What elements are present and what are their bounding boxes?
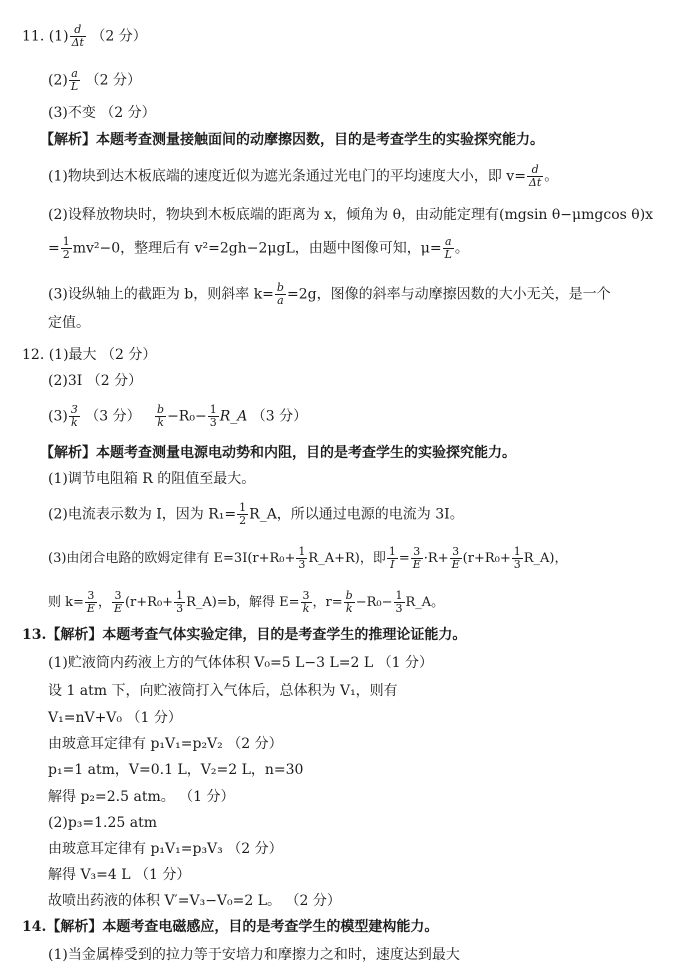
q13-line6: 解得 p₂=2.5 atm。 （1 分） xyxy=(48,789,235,805)
q12-line3: (3) $\frac{3}{k}$ （3 分） $\frac{b}{k}$ −R₀− $\frac{1}{3}$ R_A （3 分） xyxy=(48,403,308,429)
fraction: $\frac{3}{E}$ xyxy=(451,545,460,571)
fraction: $\frac{1}{3}$ xyxy=(298,545,306,571)
fraction: $\frac{d}{\Delta t}$ xyxy=(71,23,84,49)
q13-line9: 解得 V₃=4 L （1 分） xyxy=(48,867,191,883)
q11-line2: (2) $\frac{a}{L}$ （2 分） xyxy=(48,67,141,93)
q13-line1: (1)贮液筒内药液上方的气体体积 V₀=5 L−3 L=2 L （1 分） xyxy=(48,655,433,671)
q13-analysis: 13.【解析】本题考查气体实验定律，目的是考查学生的推理论证能力。 xyxy=(22,627,467,643)
fraction: $\frac{b}{k}$ xyxy=(345,589,353,615)
q11-para3: = $\frac{1}{2}$ mv²−0，整理后有 v²=2gh−2μgL，由题中图像可知，μ= $\frac{a}{L}$ 。 xyxy=(48,235,469,261)
fraction: $\frac{1}{3}$ xyxy=(395,589,403,615)
q11-para5: 定值。 xyxy=(48,315,90,331)
q12-para1: (1)调节电阻箱 R 的阻值至最大。 xyxy=(48,471,256,487)
fraction: $\frac{b}{k}$ xyxy=(157,403,165,429)
q14-analysis: 14.【解析】本题考查电磁感应，目的是考查学生的模型建构能力。 xyxy=(22,919,439,935)
fraction: $\frac{b}{a}$ xyxy=(276,281,284,307)
q12-line2: (2)3I （2 分） xyxy=(48,373,143,389)
q12-para4: 则 k= $\frac{3}{E}$ ， $\frac{3}{E}$ (r+R₀+ $\frac{1}{3}$ R_A)=b，解得 E= $\frac{3}{k}$ ，r= $\frac{b}{k}$ −R₀− $\frac{1}{3}$ R_A。 xyxy=(48,589,445,615)
q14-line1: (1)当金属棒受到的拉力等于安培力和摩擦力之和时，速度达到最大 xyxy=(48,947,460,963)
q13-line10: 故喷出药液的体积 V′=V₃−V₀=2 L。 （2 分） xyxy=(48,893,341,909)
fraction: $\frac{a}{L}$ xyxy=(444,235,452,261)
q13-line3: V₁=nV+V₀ （1 分） xyxy=(48,710,182,726)
q12-line1: 12. (1)最大 （2 分） xyxy=(22,347,157,363)
q13-line8: 由玻意耳定律有 p₁V₁=p₃V₃ （2 分） xyxy=(48,841,283,857)
q12-analysis: 【解析】本题考查测量电源电动势和内阻，目的是考查学生的实验探究能力。 xyxy=(40,445,516,461)
q12-para2: (2)电流表示数为 I，因为 R₁= $\frac{1}{2}$ R_A，所以通过电源的电流为 3I。 xyxy=(48,501,464,527)
q11-para2: (2)设释放物块时，物块到木板底端的距离为 x，倾角为 θ，由动能定理有(mgsin θ−μmgcos θ)x xyxy=(48,207,654,223)
fraction: $\frac{1}{2}$ xyxy=(239,501,247,527)
q13-line5: p₁=1 atm，V=0.1 L，V₂=2 L，n=30 xyxy=(48,762,304,778)
fraction: $\frac{1}{3}$ xyxy=(176,589,184,615)
q11-para4: (3)设纵轴上的截距为 b，则斜率 k= $\frac{b}{a}$ =2g，图像的斜率与动摩擦因数的大小无关，是一个 xyxy=(48,281,611,307)
q11-line1: 11. (1) $\frac{d}{\Delta t}$ （2 分） xyxy=(22,23,147,49)
q13-line7: (2)p₃=1.25 atm xyxy=(48,815,158,831)
fraction: $\frac{3}{E}$ xyxy=(412,545,421,571)
q13-line4: 由玻意耳定律有 p₁V₁=p₂V₂ （2 分） xyxy=(48,736,283,752)
fraction: $\frac{1}{2}$ xyxy=(62,235,70,261)
question-number: 11. xyxy=(22,28,45,45)
q12-para3: (3)由闭合电路的欧姆定律有 E=3I(r+R₀+ $\frac{1}{3}$ R_A+R)，即 $\frac{1}{I}$ = $\frac{3}{E}$ ·R+ $\frac{3}{E}$ (r+R₀+ $\frac{1}{3}$ R_A)， xyxy=(48,545,568,571)
fraction: $\frac{1}{3}$ xyxy=(209,403,217,429)
fraction: $\frac{1}{3}$ xyxy=(513,545,521,571)
q11-line3: (3)不变 （2 分） xyxy=(48,105,156,121)
q11-para1: (1)物块到达木板底端的速度近似为遮光条通过光电门的平均速度大小，即 v= $\frac{d}{\Delta t}$ 。 xyxy=(48,163,559,189)
fraction: $\frac{1}{I}$ xyxy=(388,545,396,571)
fraction: $\frac{3}{k}$ xyxy=(70,403,78,429)
fraction: $\frac{a}{L}$ xyxy=(70,67,79,93)
fraction: $\frac{d}{\Delta t}$ xyxy=(528,163,542,189)
q11-analysis: 【解析】本题考查测量接触面间的动摩擦因数，目的是考查学生的实验探究能力。 xyxy=(40,132,544,148)
fraction: $\frac{3}{k}$ xyxy=(302,589,310,615)
q13-line2: 设 1 atm 下，向贮液筒打入气体后，总体积为 V₁，则有 xyxy=(48,683,398,699)
fraction: $\frac{3}{E}$ xyxy=(86,589,95,615)
fraction: $\frac{3}{E}$ xyxy=(113,589,122,615)
